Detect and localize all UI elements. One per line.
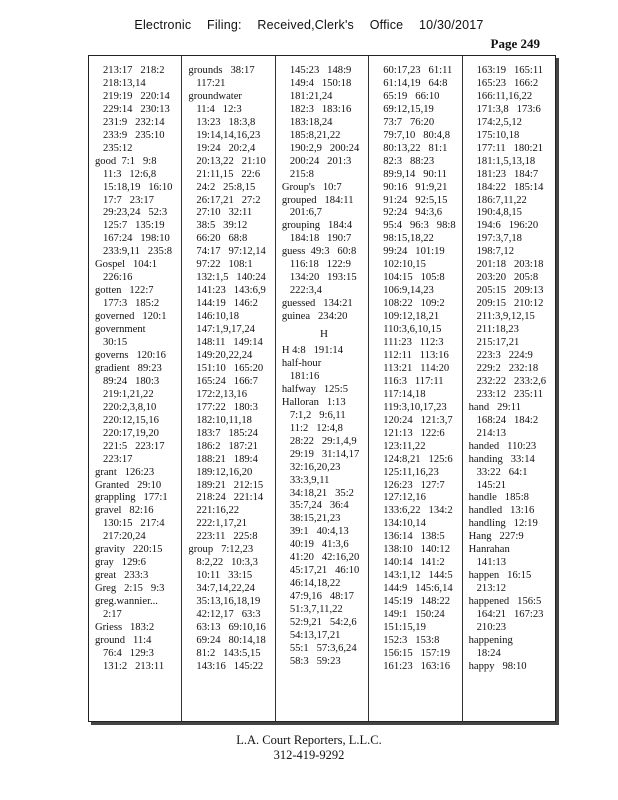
index-term-entry: hand 29:11 bbox=[468, 401, 521, 413]
index-reference-line: 220:17,19,20 bbox=[103, 427, 159, 439]
index-reference-line: 82:3 88:23 bbox=[383, 155, 435, 167]
index-reference-line: 221:16,22 bbox=[196, 505, 240, 517]
index-reference-line: 46:14,18,22 bbox=[289, 578, 341, 590]
word-index-table bbox=[88, 55, 556, 722]
index-reference-line: 125:7 135:19 bbox=[103, 220, 165, 232]
index-reference-line: 134:20 193:15 bbox=[289, 272, 357, 284]
index-term-entry: ground 11:4 bbox=[95, 634, 152, 646]
index-reference-line: 223:3 224:9 bbox=[476, 349, 533, 361]
index-term-entry: governs 120:16 bbox=[95, 349, 166, 361]
index-reference-line: 123:11,22 bbox=[383, 440, 426, 452]
index-reference-line: 229:2 232:18 bbox=[476, 362, 539, 374]
index-reference-line: 133:6,22 134:2 bbox=[383, 505, 453, 517]
index-reference-line: 219:19 220:14 bbox=[103, 90, 170, 102]
index-reference-line: 181:21,24 bbox=[289, 90, 333, 102]
stamp-electronic: Electronic bbox=[134, 18, 192, 32]
index-reference-line: 231:9 232:14 bbox=[103, 116, 165, 128]
index-term-entry: handed 110:23 bbox=[468, 440, 537, 452]
index-reference-line: 149:20,22,24 bbox=[196, 349, 253, 361]
index-reference-line: 30:15 bbox=[103, 337, 128, 349]
index-reference-line: 184:22 185:14 bbox=[476, 181, 544, 193]
index-term-entry: gravity 220:15 bbox=[95, 544, 163, 556]
index-term-entry: happy 98:10 bbox=[468, 660, 527, 672]
index-reference-line: 209:15 210:12 bbox=[476, 298, 544, 310]
index-reference-line: 144:9 145:6,14 bbox=[383, 583, 453, 595]
index-reference-line: 145:23 148:9 bbox=[289, 65, 352, 76]
index-reference-line: 190:4,8,15 bbox=[476, 207, 522, 219]
index-reference-line: 110:3,6,10,15 bbox=[383, 324, 442, 336]
index-reference-line: 138:10 140:12 bbox=[383, 544, 451, 556]
index-reference-line: 120:24 121:3,7 bbox=[383, 414, 453, 426]
index-reference-line: 186:2 187:21 bbox=[196, 440, 258, 452]
index-reference-line: 63:13 69:10,16 bbox=[196, 621, 266, 633]
index-reference-line: 177:11 180:21 bbox=[476, 142, 544, 154]
index-reference-line: 19:14,14,16,23 bbox=[196, 129, 261, 141]
index-reference-line: 221:5 223:17 bbox=[103, 440, 165, 452]
stamp-office: Office bbox=[369, 18, 404, 32]
index-term-entry: happening bbox=[468, 634, 513, 646]
index-reference-line: 7:1,2 9:6,11 bbox=[289, 409, 346, 421]
index-reference-line: 26:17,21 27:2 bbox=[196, 194, 261, 206]
index-reference-line: 146:10,18 bbox=[196, 311, 240, 323]
index-reference-line: 126:23 127:7 bbox=[383, 479, 445, 491]
index-reference-line: 172:2,13,16 bbox=[196, 388, 248, 400]
index-reference-line: 189:12,16,20 bbox=[196, 466, 253, 478]
index-reference-line: 149:1 150:24 bbox=[383, 609, 445, 621]
index-reference-line: 213:17 218:2 bbox=[103, 65, 165, 76]
index-reference-line: 219:1,21,22 bbox=[103, 388, 154, 400]
index-reference-line: 76:4 129:3 bbox=[103, 647, 154, 659]
index-term-entry: group 7:12,23 bbox=[188, 544, 254, 556]
index-reference-line: 220:2,3,8,10 bbox=[103, 401, 157, 413]
index-term-entry: greg.wannier... bbox=[95, 596, 158, 608]
index-term-entry: handle 185:8 bbox=[468, 492, 529, 504]
index-reference-line: 194:6 196:20 bbox=[476, 220, 539, 232]
index-reference-line: 39:1 40:4,13 bbox=[289, 526, 349, 538]
index-reference-line: 205:15 209:13 bbox=[476, 285, 544, 297]
index-reference-line: 217:20,24 bbox=[103, 531, 146, 543]
index-term-entry: Hanrahan bbox=[468, 544, 510, 556]
index-reference-line: 220:12,15,16 bbox=[103, 414, 159, 426]
index-term-entry: handled 13:16 bbox=[468, 505, 535, 517]
index-reference-line: 183:7 185:24 bbox=[196, 427, 258, 439]
index-term-entry: Griess 183:2 bbox=[95, 621, 155, 633]
index-reference-line: 35:7,24 36:4 bbox=[289, 500, 349, 512]
index-reference-line: 165:23 166:2 bbox=[476, 77, 539, 89]
stamp-filing: Filing: bbox=[206, 18, 242, 32]
index-reference-line: 182:10,11,18 bbox=[196, 414, 252, 426]
index-reference-line: 185:8,21,22 bbox=[289, 129, 341, 141]
index-term-entry: handing 33:14 bbox=[468, 453, 535, 465]
index-reference-line: 167:24 198:10 bbox=[103, 233, 170, 245]
index-term-entry: government bbox=[95, 324, 146, 336]
index-reference-line: 58:3 59:23 bbox=[289, 655, 341, 667]
index-reference-line: 151:10 165:20 bbox=[196, 362, 264, 374]
electronic-filing-stamp bbox=[0, 18, 618, 32]
index-reference-line: 189:21 212:15 bbox=[196, 479, 264, 491]
index-reference-line: 186:7,11,22 bbox=[476, 194, 527, 206]
index-term-entry: grouping 184:4 bbox=[281, 220, 353, 232]
index-reference-line: 144:19 146:2 bbox=[196, 298, 258, 310]
index-column-2 bbox=[182, 56, 275, 721]
index-term-entry: Granted 29:10 bbox=[95, 479, 162, 491]
index-term-entry: guess 49:3 60:8 bbox=[281, 246, 357, 258]
index-reference-line: 140:14 141:2 bbox=[383, 557, 445, 569]
index-reference-line: 201:6,7 bbox=[289, 207, 322, 219]
index-reference-line: 11:4 12:3 bbox=[196, 103, 242, 115]
index-term-entry: gravel 82:16 bbox=[95, 505, 154, 517]
index-reference-line: 18:24 bbox=[476, 647, 501, 659]
index-reference-line: 80:13,22 81:1 bbox=[383, 142, 448, 154]
index-column-1 bbox=[89, 56, 182, 721]
index-reference-line: 47:9,16 48:17 bbox=[289, 591, 354, 603]
index-reference-line: 166:11,16,22 bbox=[476, 90, 533, 102]
index-reference-line: 99:24 101:19 bbox=[383, 246, 445, 258]
index-reference-line: 2:17 bbox=[103, 609, 122, 621]
index-reference-line: 147:1,9,17,24 bbox=[196, 324, 255, 336]
index-reference-line: 174:2,5,12 bbox=[476, 116, 522, 128]
index-reference-line: 211:18,23 bbox=[476, 324, 519, 336]
index-reference-line: 233:9 235:10 bbox=[103, 129, 165, 141]
index-reference-line: 229:14 230:13 bbox=[103, 103, 170, 115]
index-reference-line: 74:17 97:12,14 bbox=[196, 246, 266, 258]
index-reference-line: 200:24 201:3 bbox=[289, 155, 352, 167]
index-term-entry: Halloran 1:13 bbox=[281, 396, 346, 408]
index-reference-line: 17:7 23:17 bbox=[103, 194, 154, 206]
index-reference-line: 33:3,9,11 bbox=[289, 474, 330, 486]
index-reference-line: 190:2,9 200:24 bbox=[289, 142, 360, 154]
index-reference-line: 45:17,21 46:10 bbox=[289, 565, 360, 577]
index-reference-line: 60:17,23 61:11 bbox=[383, 65, 453, 76]
index-reference-line: 40:19 41:3,6 bbox=[289, 539, 349, 551]
page-number: Page 249 bbox=[490, 36, 540, 51]
index-reference-line: 145:19 148:22 bbox=[383, 596, 451, 608]
index-term-entry: grounds 38:17 bbox=[188, 65, 255, 76]
index-reference-line: 175:10,18 bbox=[476, 129, 520, 141]
index-term-entry: great 233:3 bbox=[95, 570, 149, 582]
index-reference-line: 215:17,21 bbox=[476, 337, 520, 349]
index-reference-line: 203:20 205:8 bbox=[476, 272, 539, 284]
index-reference-line: 8:2,22 10:3,3 bbox=[196, 557, 258, 569]
index-reference-line: 113:21 114:20 bbox=[383, 362, 450, 374]
index-reference-line: 10:11 33:15 bbox=[196, 570, 253, 582]
index-reference-line: 130:15 217:4 bbox=[103, 518, 165, 530]
index-reference-line: 89:9,14 90:11 bbox=[383, 168, 447, 180]
index-reference-line: 66:20 68:8 bbox=[196, 233, 248, 245]
index-reference-line: 112:11 113:16 bbox=[383, 349, 449, 361]
index-reference-line: 218:13,14 bbox=[103, 77, 146, 89]
index-term-entry: guessed 134:21 bbox=[281, 298, 353, 310]
index-reference-line: 116:18 122:9 bbox=[289, 259, 351, 271]
index-reference-line: 65:19 66:10 bbox=[383, 90, 440, 102]
index-reference-line: 106:9,14,23 bbox=[383, 285, 434, 297]
index-reference-line: 171:3,8 173:6 bbox=[476, 103, 541, 115]
index-reference-line: 79:7,10 80:4,8 bbox=[383, 129, 451, 141]
index-reference-line: 152:3 153:8 bbox=[383, 634, 440, 646]
index-column-4 bbox=[369, 56, 462, 721]
index-reference-line: 55:1 57:3,6,24 bbox=[289, 642, 357, 654]
index-reference-line: 19:24 20:2,4 bbox=[196, 142, 256, 154]
index-reference-line: 33:22 64:1 bbox=[476, 466, 528, 478]
stamp-received: Received,Clerk's bbox=[257, 18, 355, 32]
index-reference-line: 125:11,16,23 bbox=[383, 466, 439, 478]
index-term-entry: Group's 10:7 bbox=[281, 181, 342, 193]
index-reference-line: 181:16 bbox=[289, 370, 320, 382]
index-reference-line: 183:18,24 bbox=[289, 116, 333, 128]
index-reference-line: 116:3 117:11 bbox=[383, 375, 444, 387]
index-reference-line: 119:3,10,17,23 bbox=[383, 401, 447, 413]
index-reference-line: 98:15,18,22 bbox=[383, 233, 434, 245]
index-reference-line: 148:11 149:14 bbox=[196, 337, 263, 349]
index-reference-line: 69:12,15,19 bbox=[383, 103, 434, 115]
index-reference-line: 27:10 32:11 bbox=[196, 207, 253, 219]
index-reference-line: 92:24 94:3,6 bbox=[383, 207, 443, 219]
index-reference-line: 177:22 180:3 bbox=[196, 401, 258, 413]
index-reference-line: 91:24 92:5,15 bbox=[383, 194, 448, 206]
index-reference-line: 124:8,21 125:6 bbox=[383, 453, 453, 465]
index-reference-line: 117:14,18 bbox=[383, 388, 426, 400]
index-reference-line: 69:24 80:14,18 bbox=[196, 634, 266, 646]
index-term-entry: guinea 234:20 bbox=[281, 311, 348, 323]
index-column-5 bbox=[463, 56, 555, 721]
index-reference-line: 168:24 184:2 bbox=[476, 414, 539, 426]
index-term-entry: happened 156:5 bbox=[468, 596, 542, 608]
index-reference-line: 132:1,5 140:24 bbox=[196, 272, 266, 284]
index-reference-line: 161:23 163:16 bbox=[383, 660, 451, 672]
index-reference-line: 24:2 25:8,15 bbox=[196, 181, 256, 193]
stamp-date: 10/30/2017 bbox=[419, 18, 484, 32]
index-term-entry: groundwater bbox=[188, 90, 242, 102]
footer bbox=[0, 733, 618, 763]
index-reference-line: 95:4 96:3 98:8 bbox=[383, 220, 456, 232]
index-reference-line: 102:10,15 bbox=[383, 259, 426, 271]
index-reference-line: 29:23,24 52:3 bbox=[103, 207, 168, 219]
index-term-entry: good 7:1 9:8 bbox=[95, 155, 157, 167]
index-reference-line: 21:11,15 22:6 bbox=[196, 168, 261, 180]
index-reference-line: 97:22 108:1 bbox=[196, 259, 253, 271]
reporter-company: L.A. Court Reporters, L.L.C. bbox=[236, 733, 382, 747]
index-reference-line: 61:14,19 64:8 bbox=[383, 77, 448, 89]
index-term-entry: handling 12:19 bbox=[468, 518, 538, 530]
index-reference-line: 188:21 189:4 bbox=[196, 453, 258, 465]
index-reference-line: 233:9,11 235:8 bbox=[103, 246, 173, 258]
index-reference-line: 218:24 221:14 bbox=[196, 492, 264, 504]
index-reference-line: 42:12,17 63:3 bbox=[196, 609, 261, 621]
index-reference-line: 111:23 112:3 bbox=[383, 337, 444, 349]
index-reference-line: 104:15 105:8 bbox=[383, 272, 445, 284]
index-reference-line: 117:21 bbox=[196, 77, 226, 89]
index-reference-line: 143:1,12 144:5 bbox=[383, 570, 453, 582]
index-reference-line: 213:12 bbox=[476, 583, 507, 595]
index-reference-line: 32:16,20,23 bbox=[289, 461, 341, 473]
index-reference-line: 222:3,4 bbox=[289, 285, 322, 297]
index-reference-line: 182:3 183:16 bbox=[289, 103, 352, 115]
index-term-entry: half-hour bbox=[281, 357, 322, 369]
index-term-entry: grant 126:23 bbox=[95, 466, 155, 478]
index-reference-line: 109:12,18,21 bbox=[383, 311, 440, 323]
index-reference-line: 156:15 157:19 bbox=[383, 647, 451, 659]
index-reference-line: 34:7,14,22,24 bbox=[196, 583, 255, 595]
index-term-entry: Gospel 104:1 bbox=[95, 259, 158, 271]
index-term-entry: grappling 177:1 bbox=[95, 492, 168, 504]
index-reference-line: 143:16 145:22 bbox=[196, 660, 264, 672]
index-reference-line: 15:18,19 16:10 bbox=[103, 181, 173, 193]
index-term-entry: gotten 122:7 bbox=[95, 285, 154, 297]
index-reference-line: 165:24 166:7 bbox=[196, 375, 258, 387]
index-reference-line: 35:13,16,18,19 bbox=[196, 596, 261, 608]
index-reference-line: 52:9,21 54:2,6 bbox=[289, 617, 357, 629]
index-reference-line: 38:15,21,23 bbox=[289, 513, 341, 525]
index-reference-line: 136:14 138:5 bbox=[383, 531, 445, 543]
index-term-entry: halfway 125:5 bbox=[281, 383, 349, 395]
index-reference-line: 121:13 122:6 bbox=[383, 427, 445, 439]
index-reference-line: 54:13,17,21 bbox=[289, 629, 341, 641]
index-reference-line: 20:13,22 21:10 bbox=[196, 155, 266, 167]
index-reference-line: 134:10,14 bbox=[383, 518, 426, 530]
index-term-entry: Hang 227:9 bbox=[468, 531, 524, 543]
index-reference-line: 28:22 29:1,4,9 bbox=[289, 435, 357, 447]
index-reference-line: 235:12 bbox=[103, 142, 133, 154]
index-reference-line: 163:19 165:11 bbox=[476, 65, 544, 76]
index-reference-line: 232:22 233:2,6 bbox=[476, 375, 547, 387]
index-term-entry: governed 120:1 bbox=[95, 311, 167, 323]
index-reference-line: 210:23 bbox=[476, 621, 507, 633]
index-reference-line: 13:23 18:3,8 bbox=[196, 116, 256, 128]
index-reference-line: 226:16 bbox=[103, 272, 133, 284]
reporter-phone: 312-419-9292 bbox=[273, 748, 345, 762]
index-reference-line: 81:2 143:5,15 bbox=[196, 647, 261, 659]
index-reference-line: 73:7 76:20 bbox=[383, 116, 435, 128]
section-letter: H bbox=[320, 328, 328, 341]
index-reference-line: 29:19 31:14,17 bbox=[289, 448, 360, 460]
index-reference-line: 90:16 91:9,21 bbox=[383, 181, 448, 193]
index-reference-line: 89:24 180:3 bbox=[103, 375, 160, 387]
index-reference-line: 141:23 143:6,9 bbox=[196, 285, 266, 297]
index-reference-line: 11:3 12:6,8 bbox=[103, 168, 157, 180]
index-reference-line: 177:3 185:2 bbox=[103, 298, 160, 310]
index-reference-line: 223:11 225:8 bbox=[196, 531, 258, 543]
index-reference-line: 214:13 bbox=[476, 427, 507, 439]
index-reference-line: 181:1,5,13,18 bbox=[476, 155, 536, 167]
index-term-entry: H 4:8 191:14 bbox=[281, 345, 344, 357]
index-term-entry: grouped 184:11 bbox=[281, 194, 354, 206]
index-reference-line: 38:5 39:12 bbox=[196, 220, 248, 232]
index-reference-line: 141:13 bbox=[476, 557, 507, 569]
index-term-entry: gradient 89:23 bbox=[95, 362, 162, 374]
index-reference-line: 223:17 bbox=[103, 453, 133, 465]
index-reference-line: 11:2 12:4,8 bbox=[289, 422, 343, 434]
index-reference-line: 145:21 bbox=[476, 479, 507, 491]
index-reference-line: 184:18 190:7 bbox=[289, 233, 352, 245]
index-reference-line: 211:3,9,12,15 bbox=[476, 311, 535, 323]
index-reference-line: 197:3,7,18 bbox=[476, 233, 522, 245]
index-reference-line: 108:22 109:2 bbox=[383, 298, 445, 310]
index-reference-line: 164:21 167:23 bbox=[476, 609, 544, 621]
index-reference-line: 201:18 203:18 bbox=[476, 259, 544, 271]
index-term-entry: happen 16:15 bbox=[468, 570, 532, 582]
index-reference-line: 34:18,21 35:2 bbox=[289, 487, 354, 499]
index-reference-line: 51:3,7,11,22 bbox=[289, 604, 343, 616]
index-column-3 bbox=[276, 56, 369, 721]
index-reference-line: 181:23 184:7 bbox=[476, 168, 539, 180]
index-reference-line: 131:2 213:11 bbox=[103, 660, 165, 672]
index-reference-line: 149:4 150:18 bbox=[289, 77, 352, 89]
index-reference-line: 41:20 42:16,20 bbox=[289, 552, 360, 564]
index-reference-line: 222:1,17,21 bbox=[196, 518, 248, 530]
index-reference-line: 233:12 235:11 bbox=[476, 388, 544, 400]
index-reference-line: 198:7,12 bbox=[476, 246, 514, 258]
index-reference-line: 151:15,19 bbox=[383, 621, 426, 633]
index-term-entry: gray 129:6 bbox=[95, 557, 146, 569]
index-reference-line: 127:12,16 bbox=[383, 492, 426, 504]
index-reference-line: 215:8 bbox=[289, 168, 314, 180]
index-term-entry: Greg 2:15 9:3 bbox=[95, 583, 165, 595]
